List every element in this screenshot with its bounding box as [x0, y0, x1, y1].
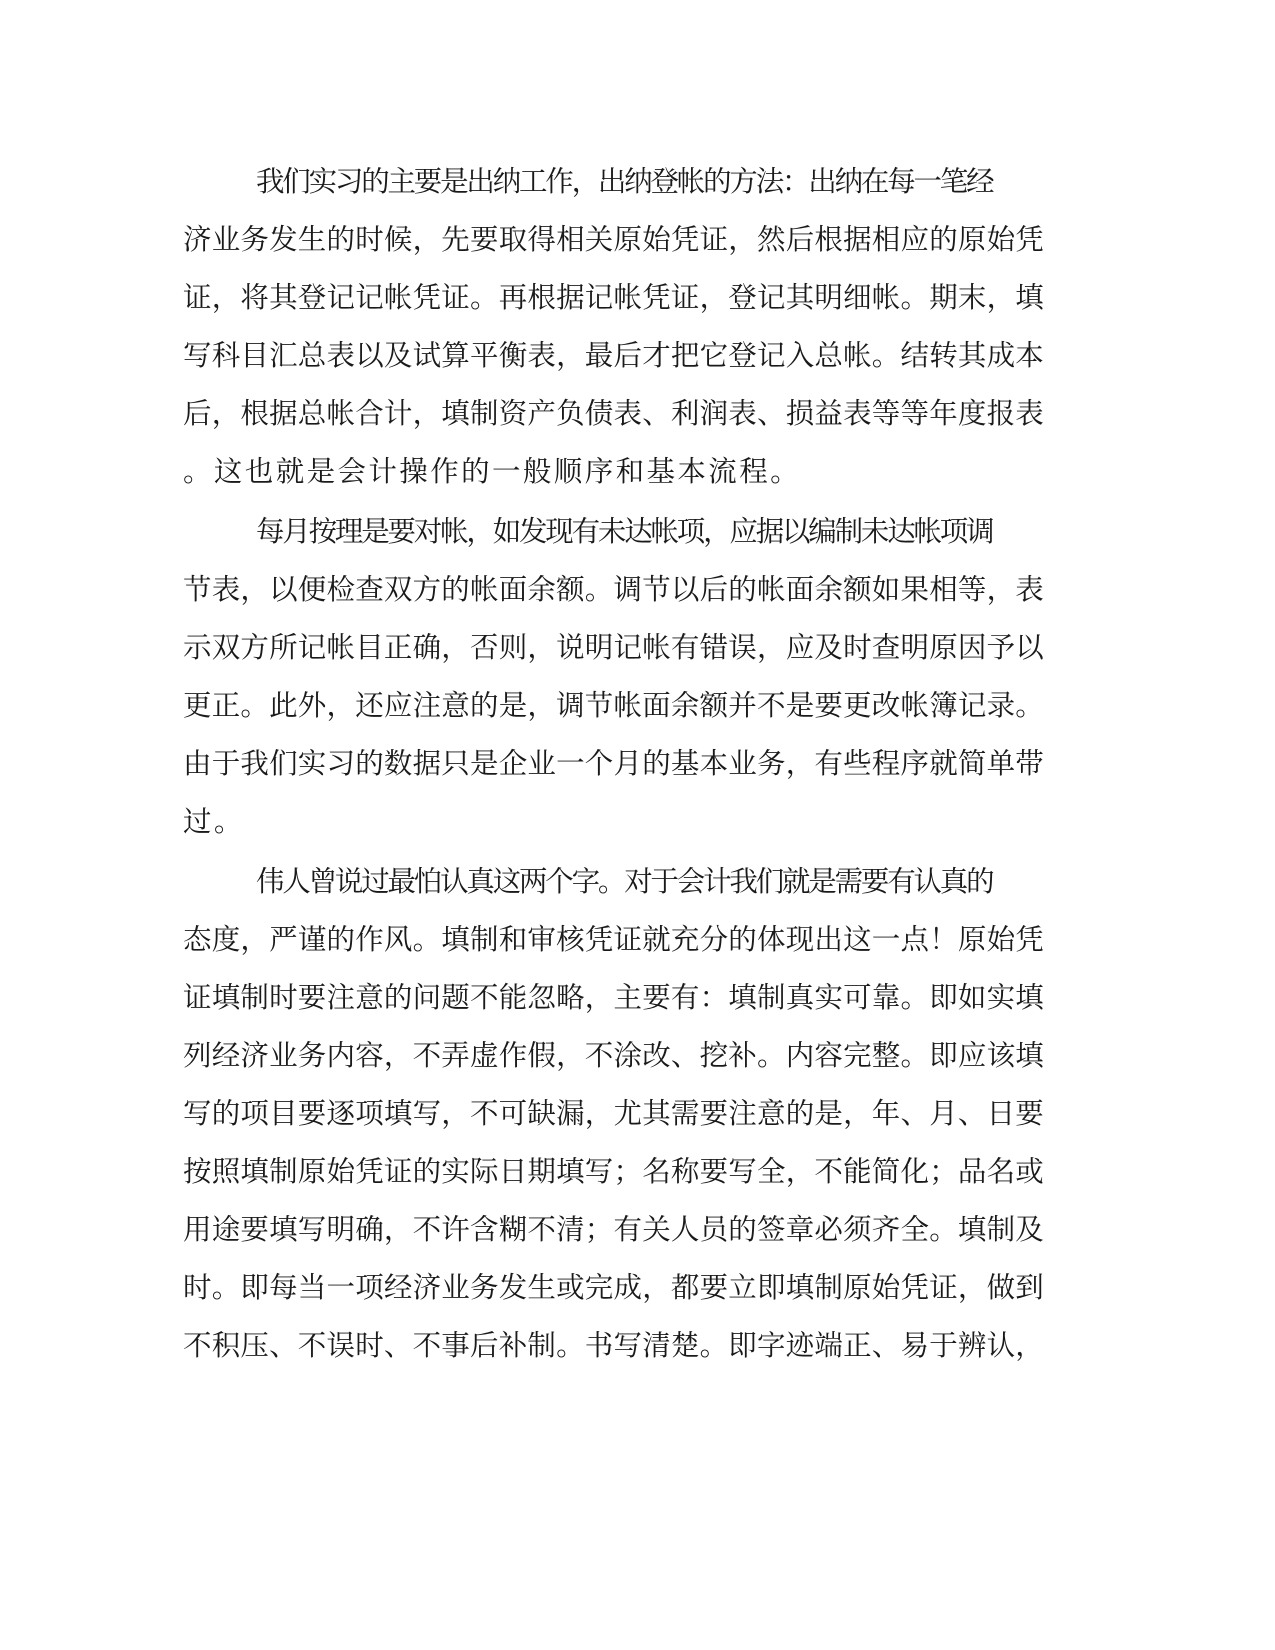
text-line: 证填制时要注意的问题不能忽略，主要有：填制真实可靠。即如实填	[183, 981, 1045, 1014]
text-line: 不积压、不误时、不事后补制。书写清楚。即字迹端正、易于辨认，	[183, 1329, 1045, 1362]
text-line: 我们实习的主要是出纳工作，出纳登帐的方法：出纳在每一笔经	[256, 165, 993, 198]
text-line: 列经济业务内容，不弄虚作假，不涂改、挖补。内容完整。即应该填	[183, 1039, 1045, 1072]
text-line: 按照填制原始凭证的实际日期填写；名称要写全，不能简化；品名或	[183, 1155, 1045, 1188]
text-line: 节表，以便检查双方的帐面余额。调节以后的帐面余额如果相等，表	[183, 573, 1045, 606]
text-line: 示双方所记帐目正确，否则，说明记帐有错误，应及时查明原因予以	[183, 631, 1045, 664]
text-line: 后，根据总帐合计，填制资产负债表、利润表、损益表等等年度报表	[183, 397, 1045, 430]
text-line: 。这也就是会计操作的一般顺序和基本流程。	[183, 455, 802, 488]
text-line: 伟人曾说过最怕认真这两个字。对于会计我们就是需要有认真的	[256, 865, 993, 898]
text-line: 证，将其登记记帐凭证。再根据记帐凭证，登记其明细帐。期末，填	[183, 281, 1045, 314]
text-line: 济业务发生的时候，先要取得相关原始凭证，然后根据相应的原始凭	[183, 223, 1045, 256]
text-line: 每月按理是要对帐，如发现有未达帐项，应据以编制未达帐项调	[256, 515, 993, 548]
text-line: 过。	[183, 805, 245, 838]
text-line: 由于我们实习的数据只是企业一个月的基本业务，有些程序就简单带	[183, 747, 1045, 780]
text-line: 写的项目要逐项填写，不可缺漏，尤其需要注意的是，年、月、日要	[183, 1097, 1045, 1130]
text-line: 时。即每当一项经济业务发生或完成，都要立即填制原始凭证，做到	[183, 1271, 1045, 1304]
text-line: 写科目汇总表以及试算平衡表，最后才把它登记入总帐。结转其成本	[183, 339, 1045, 372]
text-line: 更正。此外，还应注意的是，调节帐面余额并不是要更改帐簿记录。	[183, 689, 1045, 722]
text-line: 用途要填写明确，不许含糊不清；有关人员的签章必须齐全。填制及	[183, 1213, 1045, 1246]
text-line: 态度，严谨的作风。填制和审核凭证就充分的体现出这一点！原始凭	[183, 923, 1045, 956]
